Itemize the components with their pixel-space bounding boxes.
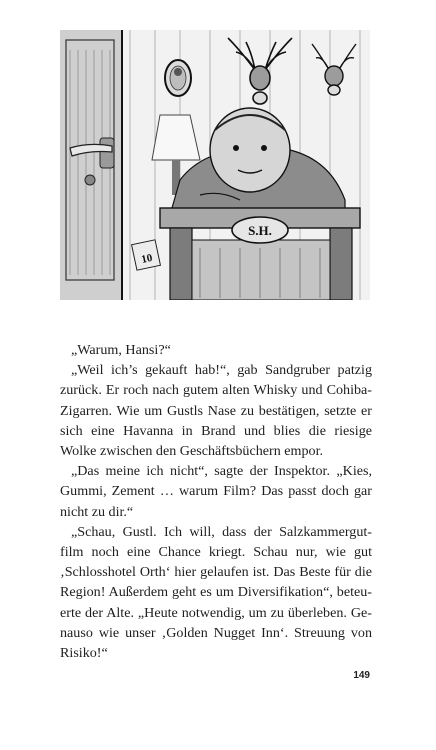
portrait-frame-icon	[165, 60, 191, 96]
paragraph-4: „Schau, Gustl. Ich will, dass der Salzkammergut-film noch eine Chance kriegt. Schau nur, wie gut ‚Schlosshotel Orth‘ hier gelaufen ist. Das Beste für die Region! Außerdem geht es um Diversifikation“, beteu-erte der Alte. „Heute notwendig, um zu überleben. Ge-nauso wie unser ‚Golden Nugget Inn‘. Streuung von Risiko!“	[60, 523, 372, 662]
paragraph-1: „Warum, Hansi?“	[71, 342, 171, 358]
desk-icon	[160, 208, 360, 300]
page-number: 149	[353, 670, 370, 681]
body-text	[60, 340, 372, 663]
paragraph-3: „Das meine ich nicht“, sagte der Inspektor. „Kies, Gummi, Zement … warum Film? Das passt doch gar nicht zu dir.“	[60, 463, 372, 520]
book-illustration	[60, 30, 370, 300]
calendar-text: 10	[140, 251, 154, 266]
paragraph-2: „Weil ich’s gekauft hab!“, gab Sandgruber patzig zurück. Er roch nach gutem alten Whisky und Cohiba-Zigarren. Wie um Gustls Nase zu bestätigen, setzte er sich eine Havanna in Brand und blies die riesige Wolke zwischen den Geschäftsbüchern empor.	[60, 362, 372, 460]
calendar-icon	[132, 240, 161, 270]
desk-plate-text: S.H.	[248, 223, 272, 238]
illustration-drawing	[60, 30, 370, 300]
